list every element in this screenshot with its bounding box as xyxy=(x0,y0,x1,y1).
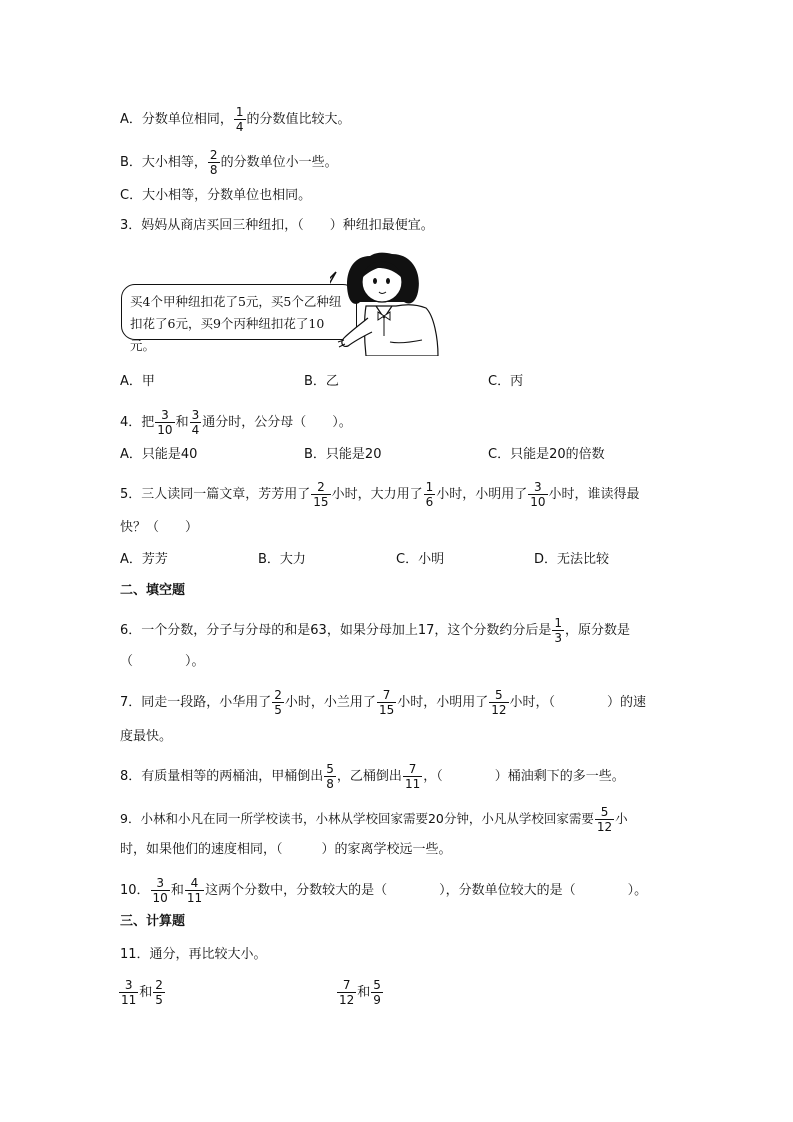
numerator: 7 xyxy=(342,978,351,992)
fraction xyxy=(153,978,165,1007)
denominator: 10 xyxy=(530,495,546,509)
q9-stem xyxy=(120,805,628,834)
numerator: 5 xyxy=(495,688,503,702)
fraction xyxy=(528,480,547,509)
q11-problem-2 xyxy=(336,978,384,1007)
q5-option-b: B．大力 xyxy=(258,552,306,567)
denominator: 15 xyxy=(313,495,329,509)
denominator: 11 xyxy=(404,777,421,791)
girl-illustration-icon xyxy=(330,248,442,356)
fraction xyxy=(185,876,204,905)
q7-mid1: 小时，小兰用了 xyxy=(284,695,376,710)
fraction xyxy=(151,876,170,905)
numerator: 7 xyxy=(408,762,417,776)
fraction xyxy=(424,480,436,509)
q5-mid1: 小时，大力用了 xyxy=(331,487,423,502)
numerator: 4 xyxy=(190,876,199,890)
q7-line2: 度最快。 xyxy=(120,729,173,744)
numerator: 2 xyxy=(274,688,282,702)
denominator: 10 xyxy=(157,423,173,437)
q8-post: ，（ ）桶油剩下的多一些。 xyxy=(423,769,625,784)
q6-pre: 6．一个分数，分子与分母的和是63，如果分母加上17，这个分数约分后是 xyxy=(120,623,552,638)
numerator: 1 xyxy=(235,105,244,119)
denominator: 5 xyxy=(155,993,163,1007)
q3-stem: 3．妈妈从商店买回三种纽扣，（ ）种纽扣最便宜。 xyxy=(120,218,434,233)
fraction xyxy=(595,805,614,834)
q5-pre: 5．三人读同一篇文章，芳芳用了 xyxy=(120,487,311,502)
numerator: 1 xyxy=(425,480,434,494)
q2-option-b-text: B．大小相等， xyxy=(120,155,207,170)
q7-pre: 7．同走一段路，小华用了 xyxy=(120,695,272,710)
q8-stem xyxy=(120,762,625,791)
fraction xyxy=(208,148,220,177)
section-fill-in-blank-title: 二、填空题 xyxy=(120,583,186,598)
fraction xyxy=(371,978,383,1007)
q7-stem xyxy=(120,688,646,717)
q2-option-c: C．大小相等，分数单位也相同。 xyxy=(120,188,312,203)
fraction xyxy=(489,688,508,717)
q2-option-a-text: A．分数单位相同， xyxy=(120,112,233,127)
q11-problem-1 xyxy=(118,978,166,1007)
q3-option-c: C．丙 xyxy=(488,374,524,389)
fraction xyxy=(155,408,174,437)
q5-mid2: 小时，小明用了 xyxy=(436,487,528,502)
bubble-line-1: 买4个甲种纽扣花了5元，买5个乙种纽 xyxy=(130,294,342,309)
fraction xyxy=(324,762,336,791)
fraction xyxy=(234,105,246,134)
q11-p2-mid: 和 xyxy=(357,985,371,1000)
q7-post: 小时，（ ）的速 xyxy=(509,695,647,710)
q4-post: 通分时，公分母（ ）。 xyxy=(202,415,352,430)
q6-line2: （ ）。 xyxy=(120,654,205,669)
q2-option-a xyxy=(120,105,351,134)
numerator: 3 xyxy=(534,480,542,494)
numerator: 5 xyxy=(373,978,381,992)
fraction xyxy=(552,616,564,645)
fraction xyxy=(311,480,330,509)
q4-stem xyxy=(120,408,352,437)
q10-mid: 和 xyxy=(170,883,184,898)
q4-option-a: A．只能是40 xyxy=(120,447,198,462)
numerator: 2 xyxy=(209,148,218,162)
fraction xyxy=(403,762,422,791)
q2-option-a-post: 的分数值比较大。 xyxy=(246,112,351,127)
q8-pre: 8．有质量相等的两桶油，甲桶倒出 xyxy=(120,769,324,784)
q6-stem xyxy=(120,616,630,645)
q9-post: 小 xyxy=(615,811,628,826)
q3-option-a: A．甲 xyxy=(120,374,155,389)
q9-pre: 9．小林和小凡在同一所学校读书，小林从学校回家需要20分钟，小凡从学校回家需要 xyxy=(120,811,594,826)
numerator: 3 xyxy=(124,978,133,992)
q2-option-b xyxy=(120,148,338,177)
denominator: 3 xyxy=(554,631,562,645)
denominator: 8 xyxy=(326,777,334,791)
denominator: 6 xyxy=(425,495,434,509)
q9-line2: 时，如果他们的速度相同，（ ）的家离学校远一些。 xyxy=(120,842,452,857)
denominator: 4 xyxy=(235,120,244,134)
q4-option-c: C．只能是20的倍数 xyxy=(488,447,605,462)
numerator: 3 xyxy=(156,876,164,890)
q11-p1-mid: 和 xyxy=(139,985,153,1000)
denominator: 15 xyxy=(378,703,395,717)
q3-option-b: B．乙 xyxy=(304,374,339,389)
numerator: 5 xyxy=(326,762,334,776)
denominator: 12 xyxy=(339,993,355,1007)
speech-bubble xyxy=(121,284,357,353)
q2-option-b-post: 的分数单位小一些。 xyxy=(220,155,338,170)
q5-option-d: D．无法比较 xyxy=(534,552,610,567)
q5-option-c: C．小明 xyxy=(396,552,445,567)
q5-line2: 快？（ ） xyxy=(120,520,199,535)
numerator: 5 xyxy=(600,805,609,819)
denominator: 12 xyxy=(491,703,507,717)
fraction xyxy=(190,408,202,437)
q4-pre: 4．把 xyxy=(120,415,155,430)
bubble-line-2: 扣花了6元，买9个丙种纽扣花了10元。 xyxy=(130,316,325,353)
q5-post: 小时，谁读得最 xyxy=(548,487,640,502)
denominator: 11 xyxy=(186,891,203,905)
q11-stem: 11．通分，再比较大小。 xyxy=(120,947,267,962)
denominator: 12 xyxy=(596,820,613,834)
denominator: 8 xyxy=(209,163,218,177)
q6-post: ，原分数是 xyxy=(565,623,631,638)
q10-stem xyxy=(120,876,647,905)
q10-post: 这两个分数中，分数较大的是（ ），分数单位较大的是（ ）。 xyxy=(205,883,648,898)
numerator: 3 xyxy=(161,408,169,422)
q5-option-a: A．芳芳 xyxy=(120,552,168,567)
q4-option-b: B．只能是20 xyxy=(304,447,382,462)
q8-mid: ，乙桶倒出 xyxy=(336,769,402,784)
numerator: 1 xyxy=(554,616,562,630)
denominator: 4 xyxy=(191,423,200,437)
section-calculation-title: 三、计算题 xyxy=(120,914,186,929)
q7-mid2: 小时，小明用了 xyxy=(397,695,489,710)
fraction xyxy=(377,688,396,717)
fraction xyxy=(337,978,356,1007)
denominator: 10 xyxy=(152,891,168,905)
fraction xyxy=(119,978,138,1007)
q5-stem xyxy=(120,480,640,509)
numerator: 2 xyxy=(317,480,325,494)
numerator: 7 xyxy=(382,688,391,702)
q10-pre: 10． xyxy=(120,883,150,898)
fraction xyxy=(272,688,284,717)
q4-mid: 和 xyxy=(175,415,189,430)
denominator: 9 xyxy=(373,993,381,1007)
numerator: 3 xyxy=(191,408,200,422)
numerator: 2 xyxy=(155,978,163,992)
denominator: 11 xyxy=(121,993,137,1007)
denominator: 5 xyxy=(274,703,282,717)
